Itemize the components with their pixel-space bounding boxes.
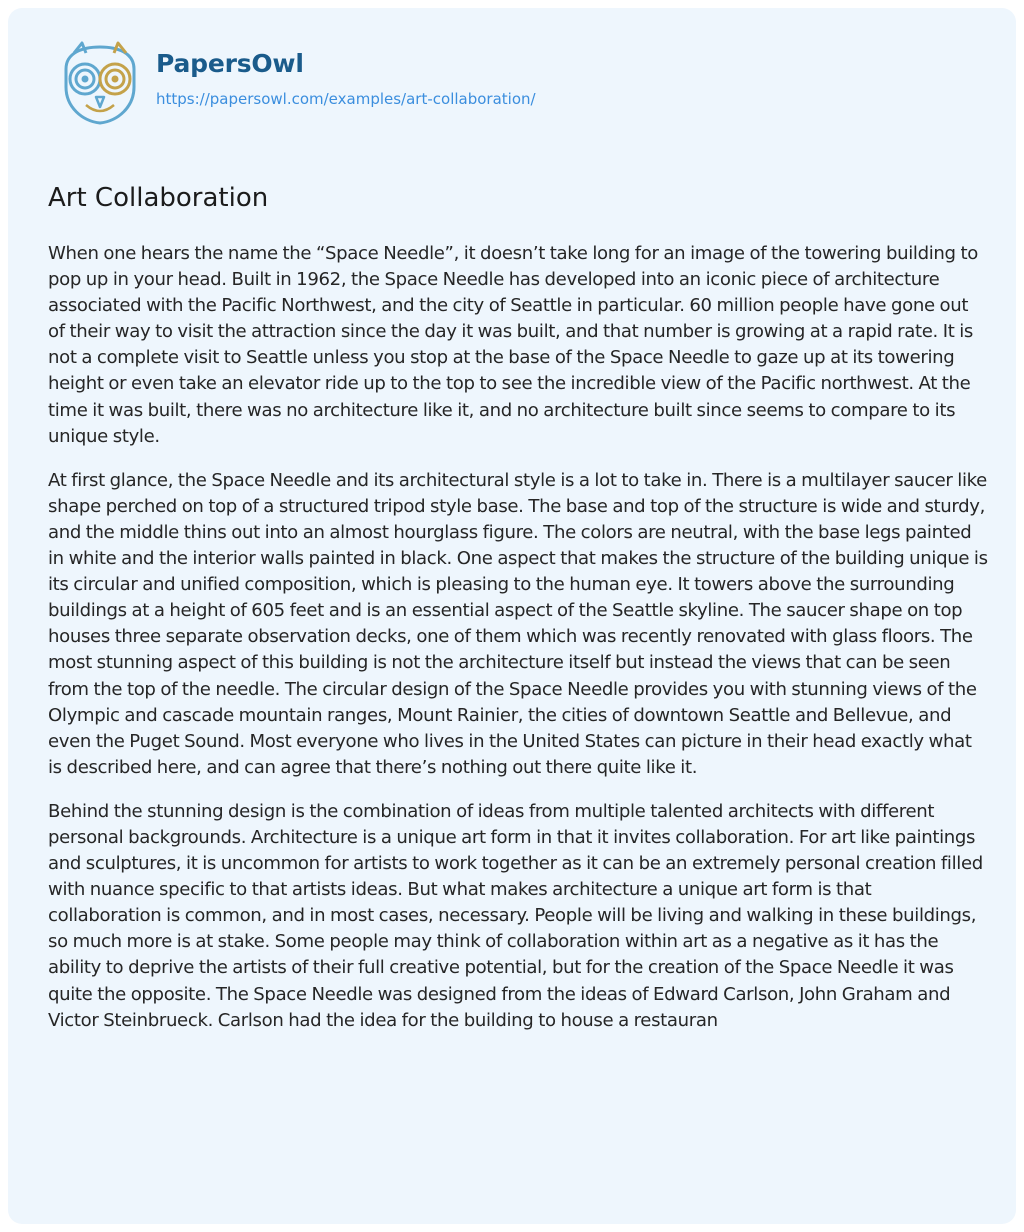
paragraph: Behind the stunning design is the combination of ideas from multiple talented architects with different personal backgrounds. Architecture is a unique art form in that it invites collaboration. For art like paintings and sculptures, it is uncommon for artists to work together as it can be an extremely personal creation filled with nuance specific to that artists ideas. But what makes architecture a unique art form is that collaboration is common, and in most cases, necessary. People will be living and walking in these buildings, so much more is at stake. Some people may think of collaboration within art as a negative as it has the ability to deprive the artists of their full creative potential, but for the creation of the Space Needle it was quite the opposite. The Space Needle was designed from the ideas of Edward Carlson, John Graham and Victor Steinbrueck. Carlson had the idea for the building to house a restauran: [48, 800, 983, 1031]
essay-card: [8, 8, 1016, 1224]
owl-icon[interactable]: [56, 39, 144, 127]
page-title: Art Collaboration: [48, 183, 269, 213]
article-body: [48, 241, 988, 1052]
brand-name[interactable]: PapersOwl: [156, 49, 304, 78]
brand-block: [156, 48, 536, 110]
paragraph: When one hears the name the “Space Needle”, it doesn’t take long for an image of the towering building to pop up in your head. Built in 1962, the Space Needle has developed into an iconic piece of architecture associated with the Pacific Northwest, and the city of Seattle in particular. 60 million people have gone out of their way to visit the attraction since the day it was built, and that number is growing at a rapid rate. It is not a complete visit to Seattle unless you stop at the base of the Space Needle to gaze up at its towering height or even take an elevator ride up to the top to see the incredible view of the Pacific northwest. At the time it was built, there was no architecture like it, and no architecture built since seems to compare to its unique style.: [48, 243, 978, 447]
paragraph: At first glance, the Space Needle and its architectural style is a lot to take in. There is a multilayer saucer like shape perched on top of a structured tripod style base. The base and top of the structure is wide and sturdy, and the middle thins out into an almost hourglass figure. The colors are neutral, with the base legs painted in white and the interior walls painted in black. One aspect that makes the structure of the building unique is its circular and unified composition, which is pleasing to the human eye. It towers above the surrounding buildings at a height of 605 feet and is an essential aspect of the Seattle skyline. The saucer shape on top houses three separate observation decks, one of them which was recently renovated with glass floors. The most stunning aspect of this building is not the architecture itself but instead the views that can be seen from the top of the needle. The circular design of the Space Needle provides you with stunning views of the Olympic and cascade mountain ranges, Mount Rainier, the cities of downtown Seattle and Bellevue, and even the Puget Sound. Most everyone who lives in the United States can picture in their head exactly what is described here, and can agree that there’s nothing out there quite like it.: [48, 469, 988, 778]
site-header: [56, 38, 536, 128]
source-url-link[interactable]: https://papersowl.com/examples/art-collaboration/: [156, 90, 536, 108]
